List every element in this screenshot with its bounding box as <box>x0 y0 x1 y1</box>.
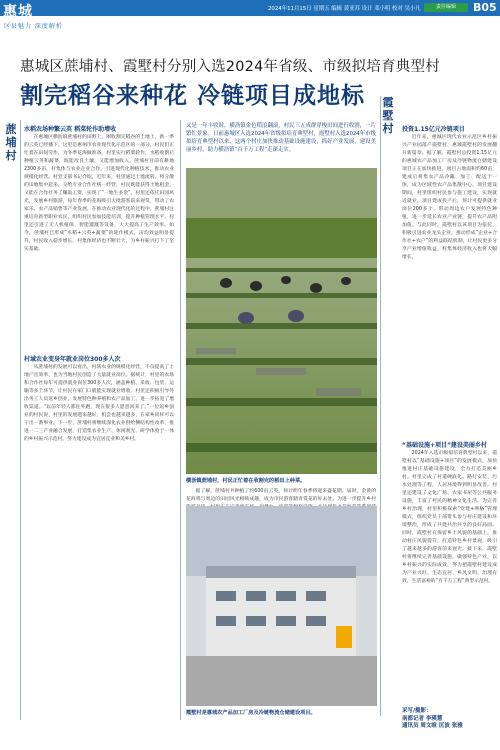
credits-reporter: 南都记者 李瑛慧 <box>402 715 443 722</box>
photo-building-illustration <box>186 506 377 706</box>
photo-coldchain-building <box>186 506 377 706</box>
subhead-jobs: 村域农业变身年就业岗位300多人次 <box>24 356 121 363</box>
photo-field-workers <box>186 168 377 474</box>
column-rule-mid <box>180 120 181 720</box>
section-logo: 惠城 <box>3 4 33 20</box>
byline-credits <box>402 708 463 731</box>
article-intro: 又是一年丰收时，横沥镇金色稻浪翻滚，村民三五成群穿梭田间进行收割，一片繁忙景象。日前惠城区入选2024年省级拟培育典型村，霞墅村入选2024年市级拟培育典型村以来，这两个村庄加快推动基础设施建设，抓好产业发展，建设美丽乡村，助力横沥镇“百千万工程”走深走实。 <box>186 123 376 153</box>
editor-tag: 责任编辑 <box>424 3 468 12</box>
photo-caption-1: 横沥镇蔗埔村，村民正忙着在收割完的稻田上种菜。 <box>186 478 306 484</box>
vertical-title-zhepu: 蔗埔村 <box>5 123 17 162</box>
article-headline: 割完稻谷来种花 冷链项目成地标 <box>20 83 366 109</box>
subhead-infrastructure: “基础设施+项目”建设美丽乡村 <box>402 442 487 449</box>
article-kicker: 惠城区蔗埔村、霞墅村分别入选2024年省级、市级拟培育典型村 <box>20 59 440 75</box>
section-slogan: 区县魅力 深度解析 <box>4 23 63 30</box>
masthead <box>0 0 500 36</box>
body-text-col1b: 从蔗埔村的发展可以看出，村域农业的规模化经营，不仅提高了土地产出效率，也为当地村民创造了大量就业岗位。据统计，村里的农场和合作社每年可提供就业岗位300多人次，涵盖种植、采收、包装、运输等多个环节，让村民在家门口就能实现就业增收。村里还积极引导外出务工人员返乡创业，发展特色种养殖和农产品加工，进一步拓宽了增收渠道。“以前年轻人都往外跑，现在很多人愿意回来了。”一位返乡创业的村民说，村里的发展越来越好，机会也越来越多，在家乡同样可以干出一番事业。下一步，蔗埔村将继续深化农业供给侧结构性改革，推进一二三产业融合发展，打造集农业生产、休闲观光、研学体验于一体的乡村振兴示范村，努力建设成为宜居宜业和美乡村。 <box>24 365 174 442</box>
photo-field-illustration <box>186 168 377 474</box>
body-text-col3: 近年来，惠城区现代农业示范区乡村振兴产业园落户霞墅村，惠城霞墅村的发展翻开新篇章。据了解，霞墅村总投资1.15亿元的惠城农产品加工厂房及冷链物流仓储建设项目正在加快推进，项目占地面积约60亩，建成后将集农产品冷藏、加工、配送于一体，成为区域性农产品集散中心。项目建设期间，村里组织村民参与施工建设，实现就近就业。项目建成投产后，预计可提供就业岗位200多个，带动周边农户发展特色种植，进一步延长农业产业链，提升农产品附加值。与此同时，霞墅村以该项目为依托，积极引进农业龙头企业，推动形成“企业+合作社+农户”的利益联结机制，让村民更多分享产业增值收益，村集体经济收入也将大幅增长。 <box>402 135 497 260</box>
body-text-col3b: 2024年入选市级拟培育典型村以来，霞墅村以“基础设施+项目”的发展模式，加快推进村庄基础设施建设，全力打造美丽乡村。村里完成了村道硬底化、路灯安装、污水处理等工程，人居环境得到明显改善。村里还建设了文化广场、农家书屋等公共服务设施，丰富了村民的精神文化生活。为完善乡村治理，村里积极探索“党建+网格”管理模式，组织党员干部带头参与村庄建设和环境整治，形成了共建共治共享的良好局面。同时，霞墅村在保留乡土风貌的基础上，推动村庄风貌提升，打造特色乡村景观，吸引了越来越多的游客前来观光。接下来，霞墅村将继续完善基础设施，做强特色产业，以乡村振兴的实际成效，努力把霞墅村建设成为产业兴旺、生态宜居、乡风文明、治理有效、生活富裕的“百千万工程”典型示范村。 <box>402 451 497 584</box>
photo-caption-2: 霞墅村是惠城农产品加工厂房及冷链物流仓储建设项目。 <box>186 710 316 716</box>
column-rule-right <box>380 96 381 716</box>
subhead-coldchain-project: 投资1.15亿元冷链项目 <box>402 126 465 133</box>
vertical-title-xiashu: 霞墅村 <box>382 96 394 135</box>
subhead-rice-farm: 水稻农场种繁云英 稻菜轮作助增收 <box>24 126 117 133</box>
credits-label: 采写/摄影： <box>402 708 432 714</box>
body-text-col2: 据了解，蔗埔村共种植了约600亩云英，预计明年春季将迎来盛花期。届时，金黄的花海将与周边的田园风光相映成趣，成为市民游客踏青赏花的好去处。为进一步提升乡村 <box>186 489 376 502</box>
page-number: B05 <box>473 1 497 14</box>
credits-correspondents: 通讯员 周文暄 匡波 张雅 <box>402 723 463 729</box>
issue-dateline: 2024年11月15日 星期五 编辑 黄亚苏 设计 邓小明 校对 吴小凡 <box>268 6 421 12</box>
column-rule-left <box>20 120 21 720</box>
body-text-col1: 在惠城区横沥镇蔗埔村的田野上，刚收割完稻谷的土地上，新一季的云英已经播下。这里是惠州市农业现代化示范区的一部分，村民们正忙着在田间劳作，为冬季花海做准备。村里实行稻菜轮作，水稻收割后种植云英和蔬菜，既能改良土壤，又能增加收入。蔗埔村目前有耕地2300多亩，村集体与农业企业合作，引进现代化种植技术，推动农业规模化经营。村党支部书记介绍，近年来，村里通过土地流转，将分散的田地集中起来，交给专业合作社统一经营，村民既能获得土地租金，又能在合作社务工赚取工资，实现了“一地生多金”。村里还依托田园风光，发展乡村旅游，每年春季的花海吸引大批游客前来观赏，带动了农家乐、农产品销售等产业发展。在推动农业现代化的过程中，蔗埔村注重培育新型职业农民，组织村民参加技能培训，提升种植管理水平。村里还引进了无人机植保、智能灌溉等设备，大大提高了生产效率。如今，蔗埔村已形成“水稻+云英+蔬菜”的轮作模式，亩均效益明显提升，村民收入稳步增长，村集体经济也不断壮大，为乡村振兴打下了坚实基础。 <box>24 135 174 252</box>
